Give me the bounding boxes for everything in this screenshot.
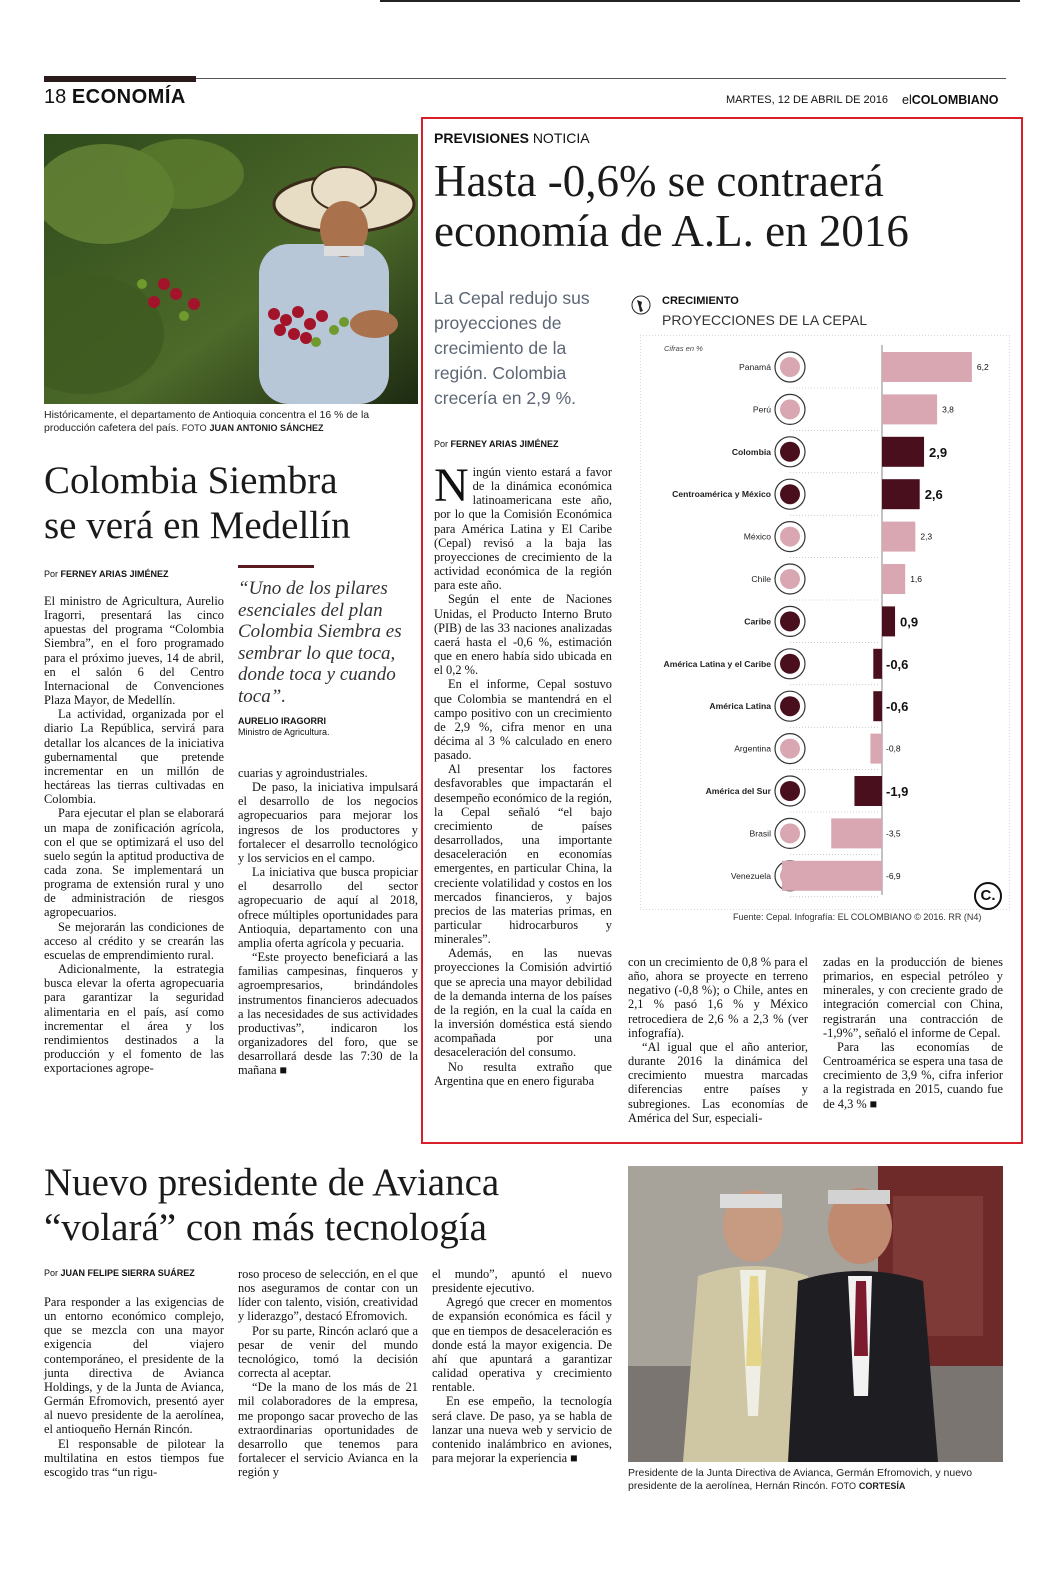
chart-value-label: -3,5 [886,828,901,839]
country-flag-fill [780,442,800,462]
chart-source: Fuente: Cepal. Infografía: EL COLOMBIANO © 2016. RR (N4) [733,912,982,922]
paragraph: zadas en la producción de bienes primarios, en especial petróleo y minerales, y con creciente grado de integración comercial con China, registrarán una contracción de -1,9%”, señaló el informe de Cepal. [823,955,1003,1040]
paragraph: Según el ente de Naciones Unidas, el Producto Interno Bruto (PIB) de las 33 naciones analizadas caerá hasta el -0,6 %, estimación que en enero había sido ubicada en el 0,2 %. [434,592,612,678]
brand-prefix: el [902,93,912,107]
country-flag-fill [780,781,800,801]
pull-quote: “Uno de los pilares esenciales del plan Colombia Siembra es sembrar lo que toca, donde toca y cuando toca”. [238,578,402,707]
chart-bar [882,352,972,382]
paragraph: Por su parte, Rincón aclaró que a pesar de venir del mundo tecnológico, tomó la decisión correcta al aceptar. [238,1323,418,1381]
chart-bar [870,734,882,764]
country-flag-fill [780,399,800,419]
paragraph: Agregó que crecer en momentos de expansión económica es fácil y que en tiempos de desaceleración es donde está la mayor exigencia. De ahí que apuntará a garantizar calidad operativa y crecimiento rentable. [432,1295,612,1395]
chart-bar [882,394,937,424]
article1-col1 [44,594,224,1075]
article3-byline [44,1268,195,1278]
chart-value-label: 2,3 [920,531,933,542]
paragraph-first [434,459,612,593]
chart-bar [882,437,924,467]
article3-title-line2: “volará” con más tecnología [44,1206,487,1249]
country-flag-fill [780,357,800,377]
country-flag-fill [780,484,800,504]
paragraph: El responsable de pilotear la multilatina en estos tiempos fue escogido tras “un rigu- [44,1436,224,1479]
article3-col2 [238,1267,418,1479]
country-flag-fill [780,569,800,589]
section-bar [44,76,196,82]
paragraph: No resulta extraño que Argentina que en enero figuraba [434,1059,612,1088]
chart-value-label: 3,8 [942,404,954,415]
byline-prefix: Por [434,439,449,449]
paragraph: el mundo”, apuntó el nuevo presidente ejecutivo. [432,1267,612,1296]
paragraph: con un crecimiento de 0,8 % para el año, ahora se proyecte en terreno negativo (-0,8 %); o Chile, antes en 2,1 % pasó 1,6 % y México retrocediera de 2,6 % a 2,3 % (ver infografía). [628,955,808,1040]
caption-text: Históricamente, el departamento de Antioquia concentra el 16 % de la producción cafetera del país. [44,409,370,434]
growth-chart-svg [640,335,1010,910]
paragraph: La actividad, organizada por el diario La República, servirá para detallar los alcances de la iniciativa gubernamental que pretende incrementar en un millón de hectáreas las tierras cultivadas en Colombia. [44,707,224,807]
article2-col2 [628,955,808,1125]
article2-col1 [434,459,612,1088]
coffee-photo [44,134,418,404]
chart-category-label: Perú [752,404,771,415]
paragraph: “De la mano de los más de 21 mil colaboradores de la empresa, me propongo sacar provecho de las extraordinarias oportunidades de desarrollo que tenemos para fortalecer el servicio Avianca en la región y [238,1380,418,1480]
paragraph: En el informe, Cepal sostuvo que Colombia se mantendrá en el campo positivo con un crecimiento de 2,9 %, cifra menor en una décima al 3 % calculado en enero pasado. [434,677,612,763]
country-flag-fill [780,823,800,843]
article2-title-line1: Hasta -0,6% se contraerá [434,156,884,206]
kicker-rest: NOTICIA [532,130,590,146]
brand-logo [902,93,999,107]
quote-author: AURELIO IRAGORRI [238,716,327,726]
caption-text: Presidente de la Junta Directiva de Avianca, Germán Efromovich, y nuevo presidente de la aerolínea, Hernán Rincón. [628,1467,973,1492]
paragraph: Adicionalmente, la estrategia busca elevar la oferta agropecuaria para garantizar la seguridad alimentaria en el país, así como incrementar el área y los rendimientos destinados a la producción y el fomento de las exportaciones agrope- [44,962,224,1076]
chart-bar [882,606,895,636]
paragraph: Para ejecutar el plan se elaborará un mapa de zonificación agrícola, con el que se optimizará el uso del suelo según la aptitud productiva de cada zona. Se implementará un programa de extensión rural y uno de administración de riesgos agropecuarios. [44,806,224,920]
paragraph: En ese empeño, la tecnología será clave. De paso, ya se habla de lanzar una nueva web y servicio de contenido inalámbrico en aviones, para mejorar la experiencia ■ [432,1394,612,1466]
caption-credit-label: FOTO [181,423,207,433]
quote-role: Ministro de Agricultura. [238,727,330,737]
byline-prefix: Por [44,569,59,579]
section-rule [196,78,1006,79]
chart-value-label: 0,9 [900,614,919,630]
chart-value-label: 2,6 [924,487,943,503]
chart-value-label: -1,9 [886,784,909,799]
chart-bar [873,691,882,721]
byline-author: JUAN FELIPE SIERRA SUÁREZ [60,1268,195,1278]
country-flag-fill [780,654,800,674]
article3-title-line1: Nuevo presidente de Avianca [44,1161,500,1204]
article2-title [434,156,909,256]
chart-category-label: América Latina [709,701,771,712]
article3-title [44,1160,614,1250]
infographic-title [662,295,739,307]
article1-title [44,458,424,548]
country-flag-fill [780,527,800,547]
article2-deck: La Cepal redujo sus proyecciones de crecimiento de la región. Colombia crecería en 2,9 %. [434,288,590,408]
article2-title-line2: economía de A.L. en 2016 [434,206,909,256]
paragraph: Al presentar los factores desfavorables que impactarán el desempeño económico de la región, la Cepal señaló “el bajo crecimiento de países desarrollados, una importante desaceleración en economías emergentes, en particular China, la creciente volatilidad y costos en los mercados financieros, y bajos precios de las materias primas, en particular hidrocarburos y minerales”. [434,762,612,947]
chart-bar [782,861,882,891]
chart-category-label: América del Sur [705,786,771,796]
quote-attribution [238,716,330,738]
chart-bar [854,776,882,806]
article1-title-line2: se verá en Medellín [44,504,351,547]
chart-value-label: 6,2 [976,362,989,372]
paragraph: De paso, la iniciativa impulsará el desarrollo de los negocios agropecuarios para mejorar los ingresos de los productores y fortalecer el desarrollo tecnológico y los servicios en el campo. [238,780,418,865]
chart-value-label: -6,9 [886,870,901,881]
paragraph: Para responder a las exigencias de un entorno económico complejo, que se mezcla con una mayor exigencia del viajero contemporáneo, el presidente de la junta directiva de Avianca Holdings, y de la Junta de Avianca, Germán Efromovich, presentó ayer al nuevo presidente de la aerolínea, el antioqueño Hernán Rincón. [44,1295,224,1437]
caption-credit: JUAN ANTONIO SÁNCHEZ [209,423,324,433]
article1-byline [44,569,169,579]
chart-value-label: -0,6 [886,699,909,715]
avianca-caption [628,1467,1003,1493]
byline-prefix: Por [44,1268,59,1278]
chart-category-label: Venezuela [730,870,771,881]
country-flag-fill [780,611,800,631]
chart-value-label: 1,6 [910,574,923,584]
avianca-photo [628,1166,1003,1462]
page-number: 18 [44,86,67,108]
chart-bar [873,649,882,679]
infographic-subtitle: PROYECCIONES DE LA CEPAL [662,312,868,328]
chart-category-label: Caribe [744,616,771,627]
chart-bar [831,818,882,848]
quote-rule [238,565,314,568]
infographic-title-text: CRECIMIENTO [662,295,739,307]
chart-bar [882,564,905,594]
growth-chart [640,335,1010,910]
chart-logo: C. [974,882,1002,910]
chart-category-label: Chile [751,574,771,584]
chart-value-label: -0,6 [886,656,909,672]
article3-col3 [432,1267,612,1465]
kicker-bold: PREVISIONES [434,130,529,146]
dateline: MARTES, 12 DE ABRIL DE 2016 [726,94,889,106]
globe-icon [630,294,652,316]
chart-category-label: América Latina y el Caribe [663,658,771,669]
coffee-caption [44,409,418,435]
dropcap: N [434,459,469,512]
top-rule [380,0,1020,2]
paragraph: roso proceso de selección, en el que nos aseguramos de contar con un líder con talento, visión, creatividad y liderazgo”, destacó Efromovich. [238,1267,418,1324]
paragraph: “Al igual que el año anterior, durante 2016 la dinámica del crecimiento muestra marcadas diferencias entre países y subregiones. Las economías de América del Sur, especiali- [628,1039,808,1125]
page-header [44,86,186,109]
article2-col3 [823,955,1003,1111]
country-flag-fill [780,739,800,759]
article2-kicker [434,130,590,146]
section-name: ECONOMÍA [71,86,186,108]
caption-credit-label: FOTO [831,1481,856,1491]
byline-author: FERNEY ARIAS JIMÉNEZ [450,439,559,449]
article1-title-line1: Colombia Siembra [44,459,338,502]
article3-col1 [44,1295,224,1479]
article1-col2 [238,766,418,1077]
chart-bar [882,522,915,552]
country-flag-fill [780,696,800,716]
chart-category-label: Argentina [734,743,771,754]
paragraph: El ministro de Agricultura, Aurelio Iragorri, presentará las cinco apuestas del programa “Colombia Siembra”, en el foro programado para el próximo jueves, 14 de abril, en el salón 6 del Centro Internacional de Convenciones Plaza Mayor, de Medellín. [44,594,224,708]
byline-author: FERNEY ARIAS JIMÉNEZ [60,569,169,579]
paragraph: Se mejorarán las condiciones de acceso al crédito y se crearán las escuelas de emprendimiento rural. [44,919,224,962]
chart-value-label: 2,9 [929,444,948,460]
brand-name: COLOMBIANO [911,93,999,107]
chart-bar [882,479,920,509]
chart-category-label: Centroamérica y México [672,489,771,500]
paragraph: cuarias y agroindustriales. [238,766,368,780]
paragraph: La iniciativa que busca propiciar el desarrollo del sector agropecuario de aquí al 2018, ofrece múltiples oportunidades para Antioquia, departamento con una amplia oferta agrícola y pecuaria. [238,865,418,950]
paragraph: “Este proyecto beneficiará a las familias campesinas, finqueros y agroempresarios, brindándoles instrumentos financieros adecuados a las necesidades de sus actividades productivas”, indicaron los organizadores del foro, que se desarrollará desde las 7:30 de la mañana ■ [238,950,418,1078]
paragraph: Además, en las nuevas proyecciones la Comisión advirtió que se aprecia una mayor debilidad de la demanda interna de los países de la región, en la cual la caída en la inversión doméstica está siendo acompañada por una desaceleración del consumo. [434,946,612,1060]
paragraph-first-text: ingún viento estará a favor de la dinámica económica latinoamericana este año, por lo que la Comisión Económica para América Latina y El Caribe (Cepal) revisó a la baja las proyecciones de crecimiento de la actividad económica de la región para este año. [434,465,612,593]
chart-value-label: -0,8 [886,743,901,754]
article2-byline [434,439,559,449]
chart-category-label: Brasil [749,828,771,839]
caption-credit: CORTESÍA [858,1481,906,1491]
chart-category-label: Colombia [731,446,771,457]
chart-category-label: Panamá [738,362,771,372]
paragraph: Para las economías de Centroamérica se espera una tasa de crecimiento de 3,9 %, cifra inferior a la registrada en 2015, cuando fue de 4,3 % ■ [823,1039,1003,1111]
chart-category-label: México [743,531,771,542]
chart-unit-note: Cifras en % [664,344,703,353]
